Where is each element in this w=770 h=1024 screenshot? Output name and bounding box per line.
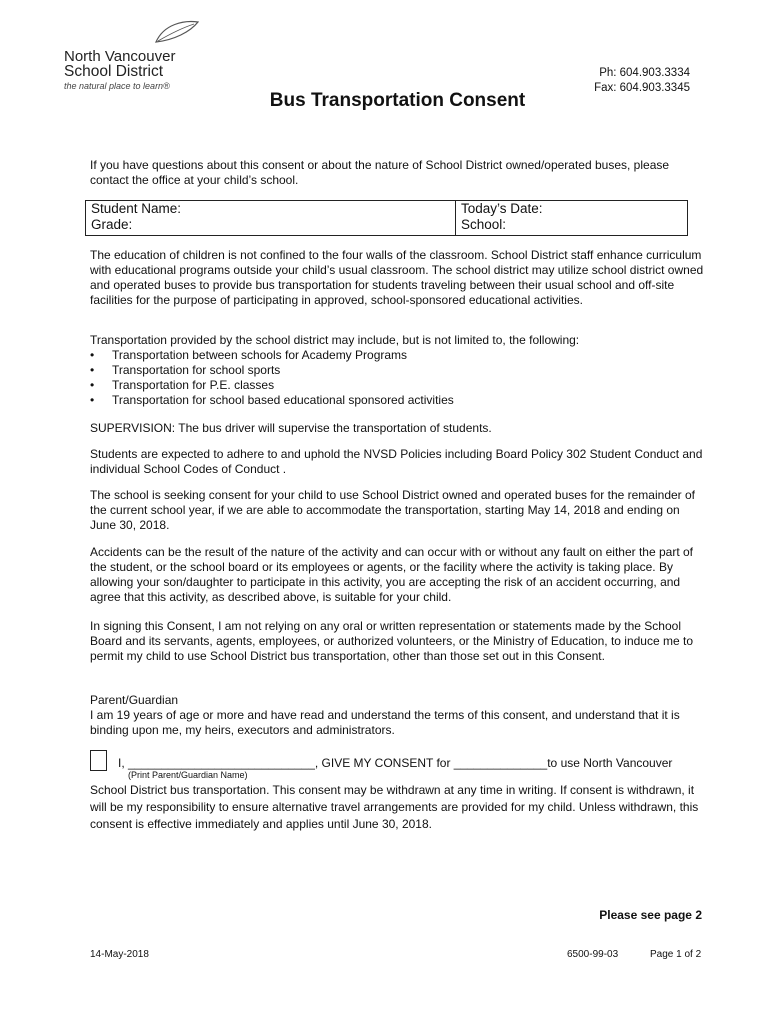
student-info-box xyxy=(85,200,688,236)
leaf-icon xyxy=(154,20,200,44)
list-item: • Transportation for P.E. classes xyxy=(90,378,454,393)
school-label: School: xyxy=(461,217,507,232)
parent-guardian-heading: Parent/Guardian xyxy=(90,693,179,707)
expectations-paragraph: Students are expected to adhere to and uphold the NVSD Policies including Board Policy 302 Student Conduct and individual School Codes of Conduct . xyxy=(90,447,703,476)
accidents-paragraph: Accidents can be the result of the nature of the activity and can occur with or without any fault on either the part of the student, or the school board or its employees or agents, or the facility where the activity is taking place. By allowing your son/daughter to participate in this activity, you are accepting the risk of an accident occurring, and agree that this activity, as described above, is suitable for your child. xyxy=(90,545,694,604)
list-item: • Transportation for school sports xyxy=(90,363,454,378)
fax-number: Fax: 604.903.3345 xyxy=(594,82,690,94)
print-name-label: (Print Parent/Guardian Name) xyxy=(128,770,248,780)
logo-text-line1: North Vancouver xyxy=(64,48,176,65)
signing-paragraph: In signing this Consent, I am not relying on any oral or written representation or statements made by the School Board and its servants, agents, employees, or authorized volunteers, or the Ministry of Education, to induce me to permit my child to use School District bus transportation, other than those set out in this Consent. xyxy=(90,619,693,663)
district-logo xyxy=(64,20,204,95)
grade-label: Grade: xyxy=(91,217,133,232)
list-item: • Transportation between schools for Academy Programs xyxy=(90,348,454,363)
todays-date-label: Today’s Date: xyxy=(461,201,543,216)
seeking-consent-paragraph: The school is seeking consent for your child to use School District owned and operated buses for the remainder of the current school year, if we are able to accommodate the transportation, starting May 14, 2018 and ending on June 30, 2018. xyxy=(90,488,695,532)
footer-page-number: Page 1 of 2 xyxy=(650,949,702,960)
phone-number: Ph: 604.903.3334 xyxy=(599,67,690,79)
intro-paragraph: If you have questions about this consent or about the nature of School District owned/operated buses, please contact the office at your child’s school. xyxy=(90,158,670,187)
logo-text-line2: School District xyxy=(64,63,164,80)
student-name-label: Student Name: xyxy=(91,201,182,216)
education-paragraph: The education of children is not confined to the four walls of the classroom. School District staff enhance curriculum with educational programs outside your child’s usual classroom. The school district may utilize school district owned and operated buses to provide bus transportation for students traveling between their usual school and off-site facilities for the purpose of participating in approved, school-sponsored educational activities. xyxy=(90,248,704,307)
footer-form-code: 6500-99-03 xyxy=(567,949,619,960)
see-page-note: Please see page 2 xyxy=(599,908,702,922)
parent-guardian-paragraph: I am 19 years of age or more and have read and understand the terms of this consent, and understand that it is binding upon me, my heirs, executors and administrators. xyxy=(90,708,680,737)
consent-checkbox[interactable] xyxy=(90,750,107,771)
list-item: • Transportation for school based educational sponsored activities xyxy=(90,393,454,408)
supervision-paragraph: SUPERVISION: The bus driver will supervise the transportation of students. xyxy=(90,421,492,435)
transport-intro-paragraph: Transportation provided by the school district may include, but is not limited to, the following: xyxy=(90,333,580,347)
consent-line: I, ____________________________, GIVE MY CONSENT for ______________to use North Vancouver xyxy=(118,756,673,770)
footer-date: 14-May-2018 xyxy=(90,949,149,960)
logo-tagline: the natural place to learn® xyxy=(64,81,170,91)
transport-list xyxy=(90,348,454,408)
page-title: Bus Transportation Consent xyxy=(269,90,526,111)
consent-paragraph: School District bus transportation. This consent may be withdrawn at any time in writing. If consent is withdrawn, it will be my responsibility to ensure alternative travel arrangements are provided for my child. Unless withdrawn, this consent is effective immediately and applies until June 30, 2018. xyxy=(90,783,699,831)
info-box-divider xyxy=(455,201,456,235)
